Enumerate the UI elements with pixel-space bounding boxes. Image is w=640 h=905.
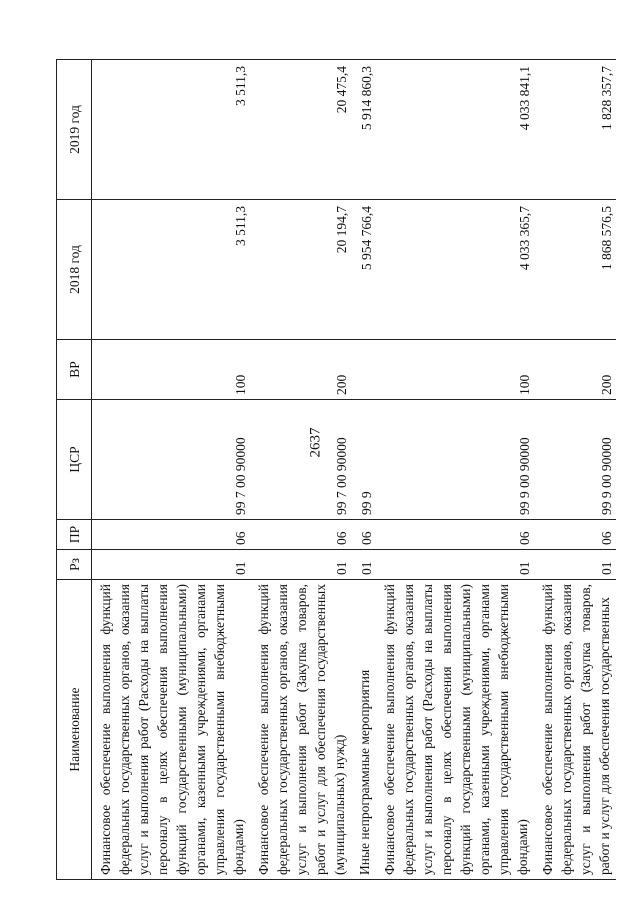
row-vr: 100 <box>92 340 251 400</box>
row-csr: 99 9 00 90000 <box>376 400 534 520</box>
row-vr: 200 <box>250 340 351 400</box>
row-name: Финансовое обеспечение выполнения функций федеральных государственных органов, оказания услуг и выполнения работ (Расходы на выплаты персоналу в целях обеспечения выполнения функций государственными (муниципальными) органами, казенными учреждениями, органами управления государственными внебюджетными фондами) <box>376 580 534 880</box>
row-name: Финансовое обеспечение выполнения функций федеральных государственных органов, оказания услуг и выполнения работ (Закупка товаров, работ и услуг для обеспечения государственных (муниципальных) нужд) <box>250 580 351 880</box>
row-2019: 5 914 860,3 <box>351 60 376 200</box>
header-2019: 2019 год <box>57 60 92 200</box>
rotated-page-content <box>56 60 616 880</box>
table-row <box>351 60 376 880</box>
page-number: 2637 <box>307 427 324 458</box>
row-2018: 20 194,7 <box>250 200 351 340</box>
table-row <box>376 60 534 880</box>
row-name: Финансовое обеспечение выполнения функций федеральных государственных органов, оказания услуг и выполнения работ (Закупка товаров, работ и услуг для обеспечения государственных <box>534 580 616 880</box>
row-2018: 5 954 766,4 <box>351 200 376 340</box>
row-csr: 99 7 00 90000 <box>250 400 351 520</box>
row-vr <box>351 340 376 400</box>
table-row <box>534 60 616 880</box>
row-rz: 01 <box>250 550 351 580</box>
header-vr: ВР <box>57 340 92 400</box>
table-row <box>250 60 351 880</box>
row-vr: 100 <box>376 340 534 400</box>
row-rz: 01 <box>534 550 616 580</box>
row-2019: 20 475,4 <box>250 60 351 200</box>
row-pr: 06 <box>351 520 376 550</box>
row-2019: 3 511,3 <box>92 60 251 200</box>
budget-table <box>56 59 616 880</box>
row-rz: 01 <box>376 550 534 580</box>
header-name: Наименование <box>57 580 92 880</box>
header-pr: ПР <box>57 520 92 550</box>
table-header-row <box>57 60 92 880</box>
row-csr: 99 9 00 90000 <box>534 400 616 520</box>
header-2018: 2018 год <box>57 200 92 340</box>
table-row <box>92 60 251 880</box>
row-rz: 01 <box>92 550 251 580</box>
row-pr: 06 <box>534 520 616 550</box>
row-pr: 06 <box>92 520 251 550</box>
row-2019: 1 828 357,7 <box>534 60 616 200</box>
row-pr: 06 <box>250 520 351 550</box>
header-csr: ЦСР <box>57 400 92 520</box>
row-name: Иные непрограммные мероприятия <box>351 580 376 880</box>
row-2019: 4 033 841,1 <box>376 60 534 200</box>
row-name: Финансовое обеспечение выполнения функций федеральных государственных органов, оказания услуг и выполнения работ (Расходы на выплаты персоналу в целях обеспечения выполнения функций государственными (муниципальными) органами, казенными учреждениями, органами управления государственными внебюджетными фондами) <box>92 580 251 880</box>
header-rz: Рз <box>57 550 92 580</box>
row-vr: 200 <box>534 340 616 400</box>
row-2018: 3 511,3 <box>92 200 251 340</box>
row-pr: 06 <box>376 520 534 550</box>
row-csr: 99 9 <box>351 400 376 520</box>
row-2018: 1 868 576,5 <box>534 200 616 340</box>
row-2018: 4 033 365,7 <box>376 200 534 340</box>
row-csr: 99 7 00 90000 <box>92 400 251 520</box>
row-rz: 01 <box>351 550 376 580</box>
